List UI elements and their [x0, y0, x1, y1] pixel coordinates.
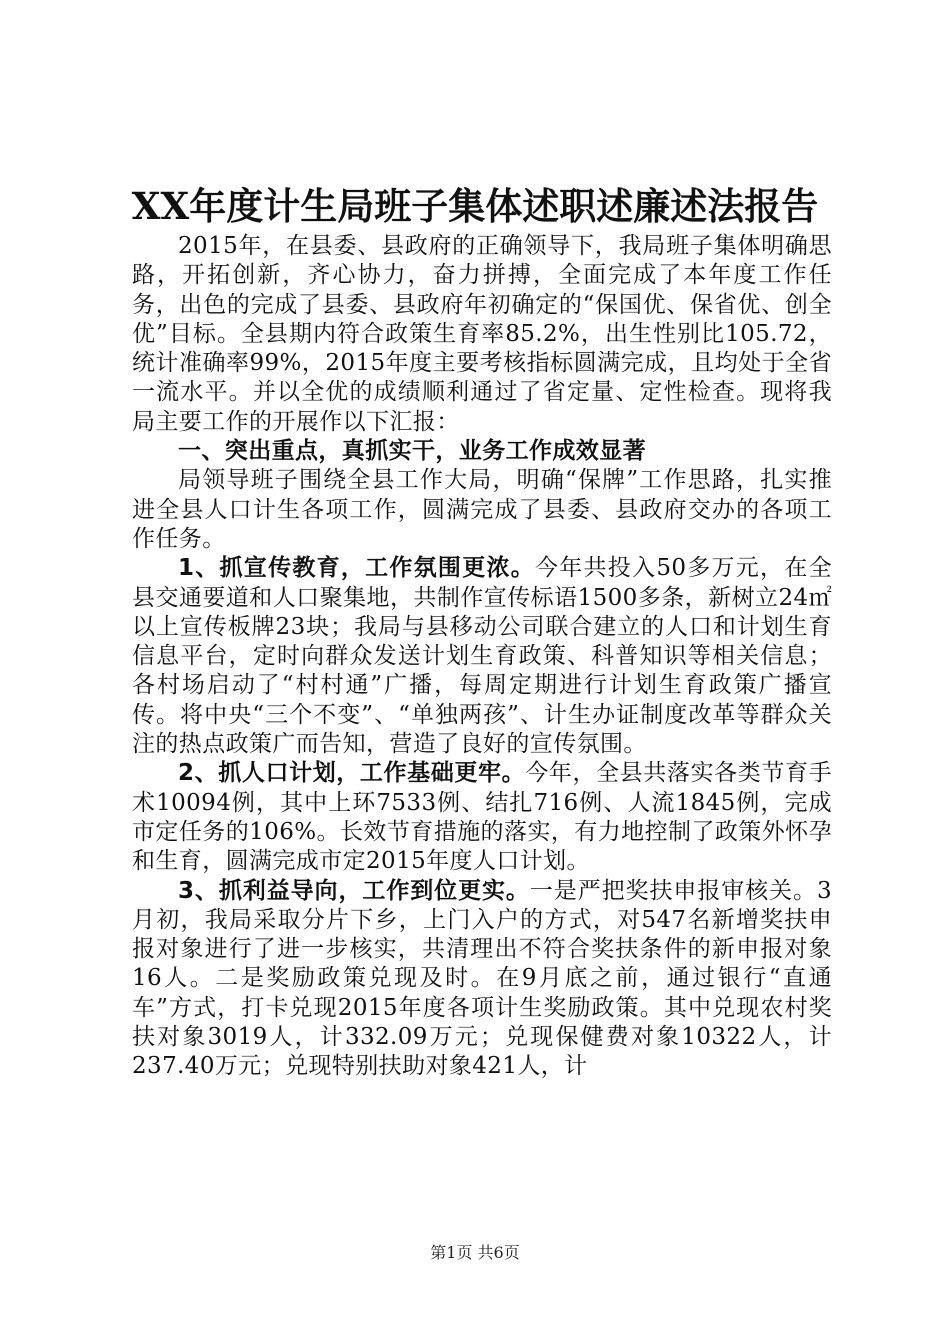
- page-number-footer: 第1页 共6页: [430, 1243, 520, 1262]
- intro-paragraph: 2015年，在县委、县政府的正确领导下，我局班子集体明确思路，开拓创新，齐心协力，奋力拼搏，全面完成了本年度工作任务，出色的完成了县委、县政府年初确定的“保国优、保省优、创全优”目标。全县期内符合政策生育率85.2%，出生性别比105.72，统计准确率99%，2015年度主要考核指标圆满完成，且均处于全省一流水平。并以全优的成绩顺利通过了省定量、定性检查。现将我局主要工作的开展作以下汇报：: [132, 233, 832, 435]
- item-text-2: 今年，全县共落实各类节育手术10094例，其中上环7533例、结扎716例、人流1845例，完成市定任务的106%。长效节育措施的落实，有力地控制了政策外怀孕和生育，圆满完成市定2015年度人口计划。: [132, 760, 832, 875]
- item-lead-2: 2、抓人口计划，工作基础更牢。: [178, 760, 526, 787]
- item-lead-3: 3、抓利益导向，工作到位更实。: [178, 877, 530, 904]
- item-paragraph-1: [132, 554, 832, 759]
- document-body: [132, 232, 832, 1082]
- item-paragraph-3: [132, 877, 832, 1082]
- item-lead-1: 1、抓宣传教育，工作氛围更浓。: [178, 555, 535, 582]
- document-title: XX年度计生局班子集体述职述廉述法报告: [131, 184, 819, 228]
- section-intro-paragraph: 局领导班子围绕全县工作大局，明确“保牌”工作思路，扎实推进全县人口计生各项工作，圆满完成了县委、县政府交办的各项工作任务。: [132, 467, 832, 552]
- item-text-1: 今年共投入50多万元，在全县交通要道和人口聚集地，共制作宣传标语1500多条，新树立24㎡以上宣传板牌23块；我局与县移动公司联合建立的人口和计划生育信息平台，定时向群众发送计划生育政策、科普知识等相关信息；各村场启动了“村村通”广播，每周定期进行计划生育政策广播宣传。将中央“三个不变”、“单独两孩”、计生办证制度改革等群众关注的热点政策广而告知，营造了良好的宣传氛围。: [132, 555, 832, 758]
- item-text-3: 一是严把奖扶申报审核关。3月初，我局采取分片下乡，上门入户的方式，对547名新增奖扶申报对象进行了进一步核实，共清理出不符合奖扶条件的新申报对象16人。二是奖励政策兑现及时。在9月底之前，通过银行“直通车”方式，打卡兑现2015年度各项计生奖励政策。其中兑现农村奖扶对象3019人，计332.09万元；兑现保健费对象10322人，计237.40万元；兑现特别扶助对象421人，计: [132, 877, 832, 1080]
- item-paragraph-2: [132, 759, 832, 876]
- section-heading: 一、突出重点，真抓实干，业务工作成效显著: [178, 438, 646, 465]
